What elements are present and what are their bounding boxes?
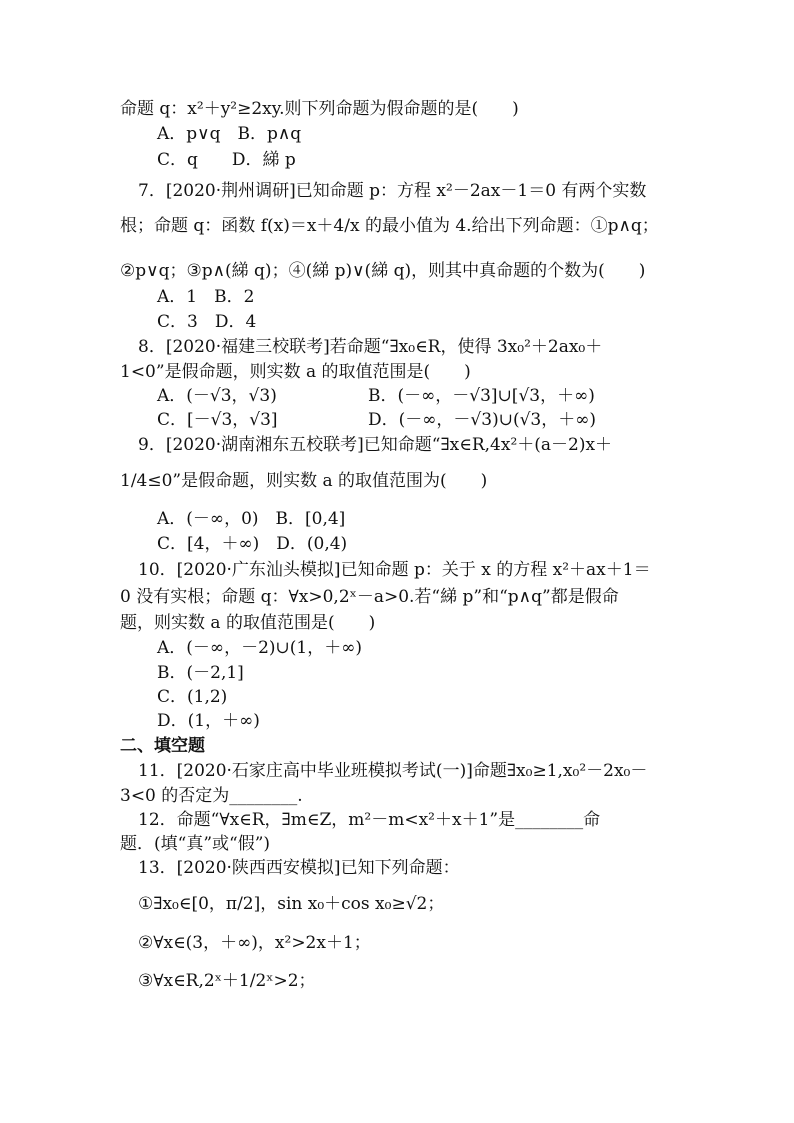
q-stem-text: 命题 q：x²＋y²≥2xy.则下列命题为假命题的是( ) (120, 99, 519, 119)
question-7-body: 根；命题 q：函数 f(x)＝x＋4/x 的最小值为 4.给出下列命题：①p∧q； (120, 216, 659, 236)
option-c: C．[－√3，√3] (157, 410, 278, 430)
option-a: A．(－√3，√3) (157, 386, 277, 406)
option-row: A．p∨q B．p∧q (157, 124, 302, 144)
question-8-title: 8．[2020·福建三校联考]若命题“∃x₀∈R，使得 3x₀²＋2ax₀＋ (138, 337, 603, 357)
option-c: C．(1,2) (157, 687, 228, 707)
option-d: D．(－∞，－√3)∪(√3，＋∞) (368, 410, 597, 430)
question-10-title: 10．[2020·广东汕头模拟]已知命题 p：关于 x 的方程 x²＋ax＋1＝ (138, 560, 651, 580)
question-7-body: ②p∨q；③p∧(綈 q)；④(綈 p)∨(綈 q)，则其中真命题的个数为( ) (120, 261, 646, 281)
question-12-body: 题．(填“真”或“假”) (120, 834, 271, 854)
option-a: A．(－∞，－2)∪(1，＋∞) (157, 638, 363, 658)
statement-3: ③∀x∈R,2ˣ＋1/2ˣ>2； (138, 971, 316, 991)
question-9-body: 1/4≤0”是假命题，则实数 a 的取值范围为( ) (120, 471, 488, 491)
statement-2: ②∀x∈(3，＋∞)，x²>2x＋1； (138, 933, 371, 953)
option-row: C．[4，＋∞) D．(0,4) (157, 534, 348, 554)
question-10-body: 0 没有实根；命题 q：∀x>0,2ˣ－a>0.若“綈 p”和“p∧q”都是假命 (120, 587, 619, 607)
statement-1: ①∃x₀∈[0，π/2]，sin x₀＋cos x₀≥√2； (138, 894, 445, 914)
question-12-title: 12．命题“∀x∈R，∃m∈Z，m²－m<x²＋x＋1”是________命 (138, 810, 601, 830)
option-row: A．1 B．2 (157, 287, 255, 307)
option-b: B．(－∞，－√3]∪[√3，＋∞) (368, 386, 595, 406)
option-row: C．q D．綈 p (157, 150, 296, 170)
question-9-title: 9．[2020·湖南湘东五校联考]已知命题“∃x∈R,4x²＋(a－2)x＋ (138, 435, 613, 455)
question-11-title: 11．[2020·石家庄高中毕业班模拟考试(一)]命题∃x₀≥1,x₀²－2x₀－ (138, 761, 648, 781)
question-7-title: 7．[2020·荆州调研]已知命题 p：方程 x²－2ax－1＝0 有两个实数 (138, 181, 647, 201)
option-row: C．3 D．4 (157, 312, 257, 332)
option-row: A．(－∞，0) B．[0,4] (157, 509, 346, 529)
question-10-body: 题，则实数 a 的取值范围是( ) (120, 613, 376, 633)
section-heading: 二、填空题 (120, 736, 205, 756)
question-13-title: 13．[2020·陕西西安模拟]已知下列命题： (138, 858, 460, 878)
option-b: B．(－2,1] (157, 663, 244, 683)
question-8-body: 1<0”是假命题，则实数 a 的取值范围是( ) (120, 362, 471, 382)
option-d: D．(1，＋∞) (157, 711, 260, 731)
question-11-body: 3<0 的否定为________. (120, 786, 303, 806)
